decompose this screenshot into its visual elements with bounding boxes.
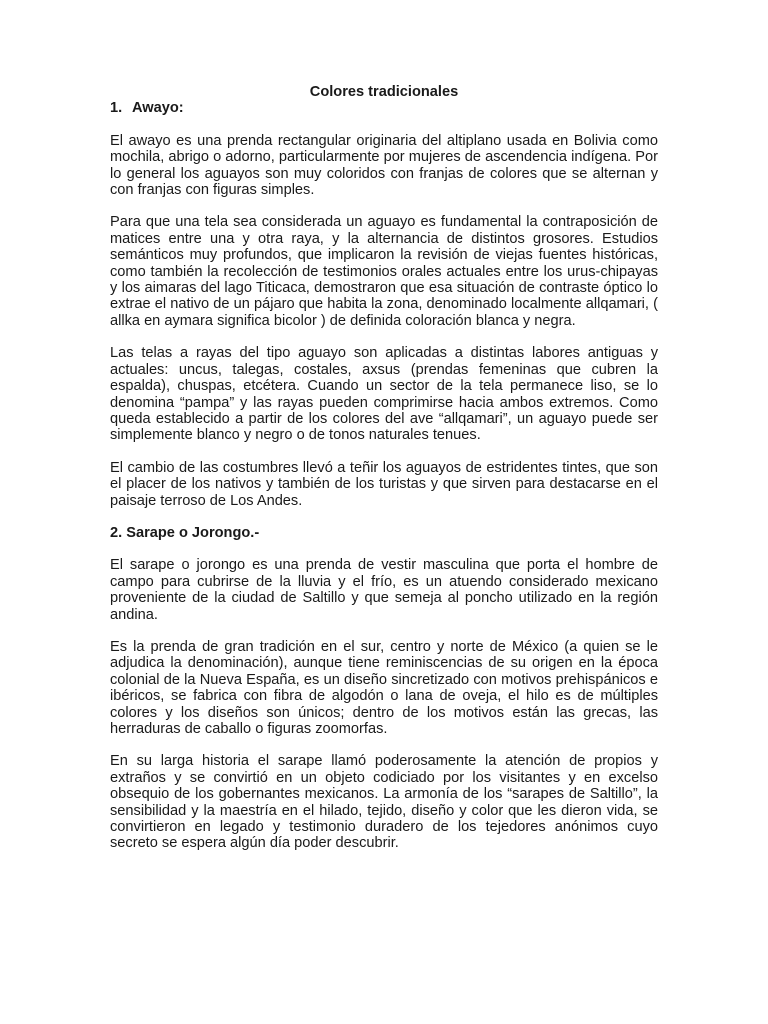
document-page <box>110 84 658 852</box>
section-title: Sarape o Jorongo.- <box>126 524 260 541</box>
paragraph: Las telas a rayas del tipo aguayo son aplicadas a distintas labores antiguas y actuales: uncus, talegas, costales, axsus (prendas femeninas que cubren la espalda), chuspas, etcétera. Cuando un sector de la tela permanece liso, se lo denomina “pampa” y las rayas pueden comprimirse hacia ambos extremos. Como queda establecido a partir de los colores del ave “allqamari”, un aguayo puede ser simplemente blanco y negro o de tonos naturales tenues. <box>110 345 658 444</box>
section-title: Awayo: <box>132 100 184 117</box>
document-title: Colores tradicionales <box>309 84 459 100</box>
paragraph: El cambio de las costumbres llevó a teñir los aguayos de estridentes tintes, que son el placer de los nativos y también de los turistas y que sirven para destacarse en el paisaje terroso de Los Andes. <box>110 459 658 509</box>
paragraph: Para que una tela sea considerada un aguayo es fundamental la contraposición de matices entre una y otra raya, y la alternancia de distintos grosores. Estudios semánticos muy profundos, que implicaron la revisión de viejas fuentes históricas, como también la recolección de testimonios orales actuales entre los urus-chipayas y los aimaras del lago Titicaca, demostraron que esa situación de contraste óptico lo extrae el nativo de un pájaro que habita la zona, denominado localmente allqamari, ( allka en aymara significa bicolor ) de definida coloración blanca y negra. <box>110 214 658 329</box>
paragraph: Es la prenda de gran tradición en el sur, centro y norte de México (a quien se le adjudica la denominación), aunque tiene reminiscencias de su origen en la época colonial de la Nueva España, es un diseño sincretizado con motivos prehispánicos e ibéricos, se fabrica con fibra de algodón o lana de oveja, el hilo es de múltiples colores y los diseños son únicos; dentro de los motivos están las grecas, las herraduras de caballo o figuras zoomorfas. <box>110 638 658 737</box>
section-heading-awayo <box>110 100 658 116</box>
paragraph: El awayo es una prenda rectangular originaria del altiplano usada en Bolivia como mochila, abrigo o adorno, particularmente por mujeres de ascendencia indígena. Por lo general los aguayos son muy coloridos con franjas de colores que se alternan y con franjas con figuras simples. <box>110 132 658 199</box>
section-number: 2. <box>110 524 123 541</box>
paragraph: En su larga historia el sarape llamó poderosamente la atención de propios y extraños y se convirtió en un objeto codiciado por los visitantes y en excelso obsequio de los gobernantes mexicanos. La armonía de los “sarapes de Saltillo”, la sensibilidad y la maestría en el hilado, tejido, diseño y color que les dieron vida, se convirtieron en legado y testimonio duradero de los tejedores anónimos cuyo secreto se espera algún día poder descubrir. <box>110 753 658 852</box>
section-heading-sarape <box>110 525 658 541</box>
paragraph: El sarape o jorongo es una prenda de vestir masculina que porta el hombre de campo para cubrirse de la lluvia y el frío, es un atuendo considerado mexicano proveniente de la ciudad de Saltillo y que semeja al poncho utilizado en la región andina. <box>110 557 658 623</box>
section-number: 1. <box>110 100 123 117</box>
